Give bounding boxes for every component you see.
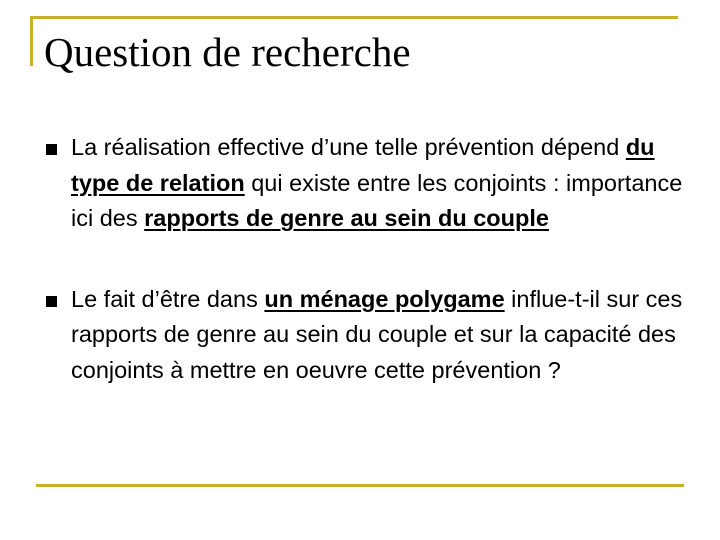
bullet-item (46, 130, 686, 237)
frame-left-rule (30, 16, 33, 66)
emphasized-phrase: rapports de genre au sein du couple (144, 205, 549, 231)
bullet-text-segment: qui existe entre les conjoints : importance ici des (71, 169, 683, 231)
bullet-text-segment: influe-t-il sur ces rapports de genre au sein du couple et sur la capacité des conjoints à mettre en oeuvre cette prévention ? (71, 285, 683, 383)
bullet-item (46, 282, 686, 389)
square-bullet-icon (46, 296, 57, 307)
bullet-text-segment: Le fait d’être dans (71, 285, 265, 312)
square-bullet-icon (46, 144, 57, 155)
bullet-text (71, 130, 686, 237)
frame-top-rule (30, 16, 678, 19)
slide-title: Question de recherche (44, 29, 411, 75)
bullet-list (46, 130, 686, 388)
emphasized-phrase: un ménage polygame (264, 285, 505, 312)
emphasized-phrase: du type de relation (71, 134, 655, 196)
frame-bottom-rule (36, 484, 684, 487)
bullet-text (71, 282, 686, 389)
bullet-text-segment: La réalisation effective d’une telle prévention dépend (71, 134, 626, 160)
